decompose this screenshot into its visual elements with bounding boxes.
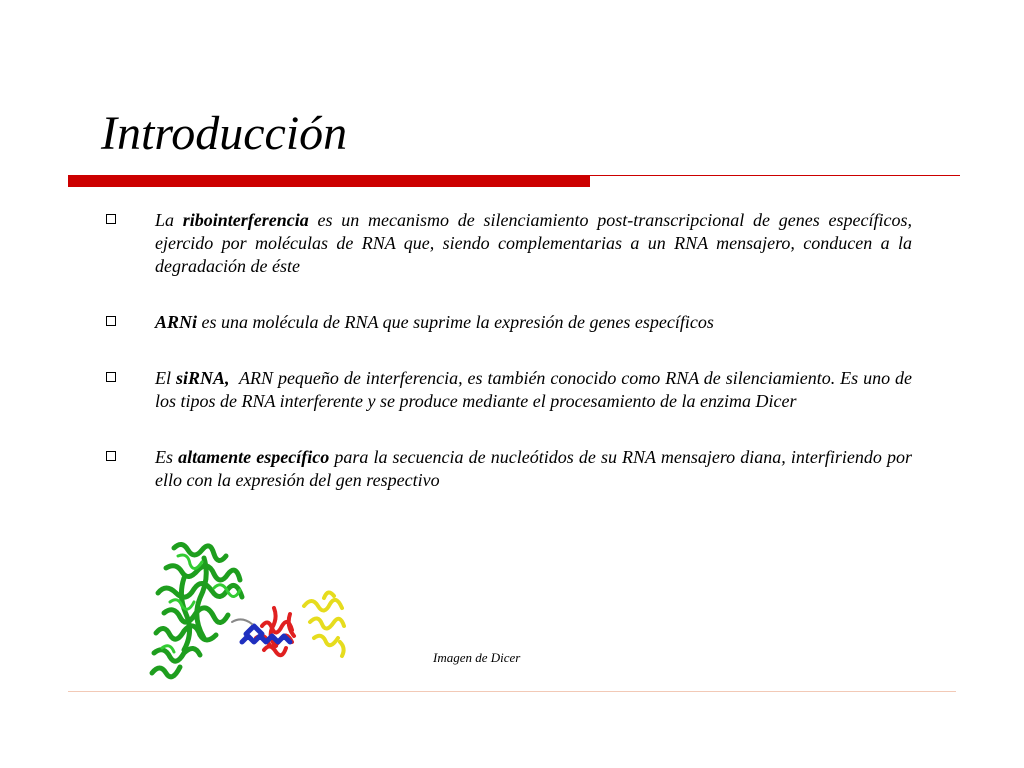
- bullet-text-post: para la secuencia de nucleótidos de su RNA mensajero diana, interfiriendo por ello con la expresión del gen respectivo: [155, 447, 913, 490]
- slide-title: Introducción: [101, 107, 348, 160]
- bullet-text-bold: ribointerferencia: [182, 210, 309, 230]
- square-bullet-icon: [106, 451, 116, 461]
- bullet-text-post: es un mecanismo de silenciamiento post-transcripcional de genes específicos, ejercido por moléculas de RNA que, siendo complementarias a un RNA mensajero, conducen a la degradación de éste: [155, 210, 912, 276]
- bullet-text-bold: siRNA,: [175, 368, 230, 388]
- bullet-text-pre: Es: [155, 447, 179, 467]
- yellow-domain: [304, 592, 344, 656]
- square-bullet-icon: [106, 214, 116, 224]
- green-domain: [152, 544, 242, 676]
- square-bullet-icon: [106, 372, 116, 382]
- bullet-text-bold: altamente específico: [178, 447, 330, 467]
- bullet-item: [104, 311, 912, 334]
- bullet-item: [104, 446, 912, 492]
- bullet-text-post: es una molécula de RNA que suprime la expresión de genes específicos: [197, 312, 714, 332]
- bullet-text-post: ARN pequeño de interferencia, es también conocido como RNA de silenciamiento. Es uno de los tipos de RNA interferente y se produce mediante el procesamiento de la enzima Dicer: [155, 368, 917, 411]
- dicer-protein-image: [144, 538, 366, 684]
- bullet-text-bold: ARNi: [155, 312, 198, 332]
- footer-divider: [68, 691, 956, 692]
- bullet-item: [104, 367, 917, 413]
- square-bullet-icon: [106, 316, 116, 326]
- bullet-list: [104, 209, 917, 492]
- figure-caption: Imagen de Dicer: [433, 650, 521, 665]
- bullet-text-pre: La: [155, 210, 183, 230]
- linker-strand: [232, 619, 252, 624]
- bullet-text-pre: El: [155, 368, 176, 388]
- bullet-item: [104, 209, 912, 278]
- title-divider-thick: [68, 176, 590, 187]
